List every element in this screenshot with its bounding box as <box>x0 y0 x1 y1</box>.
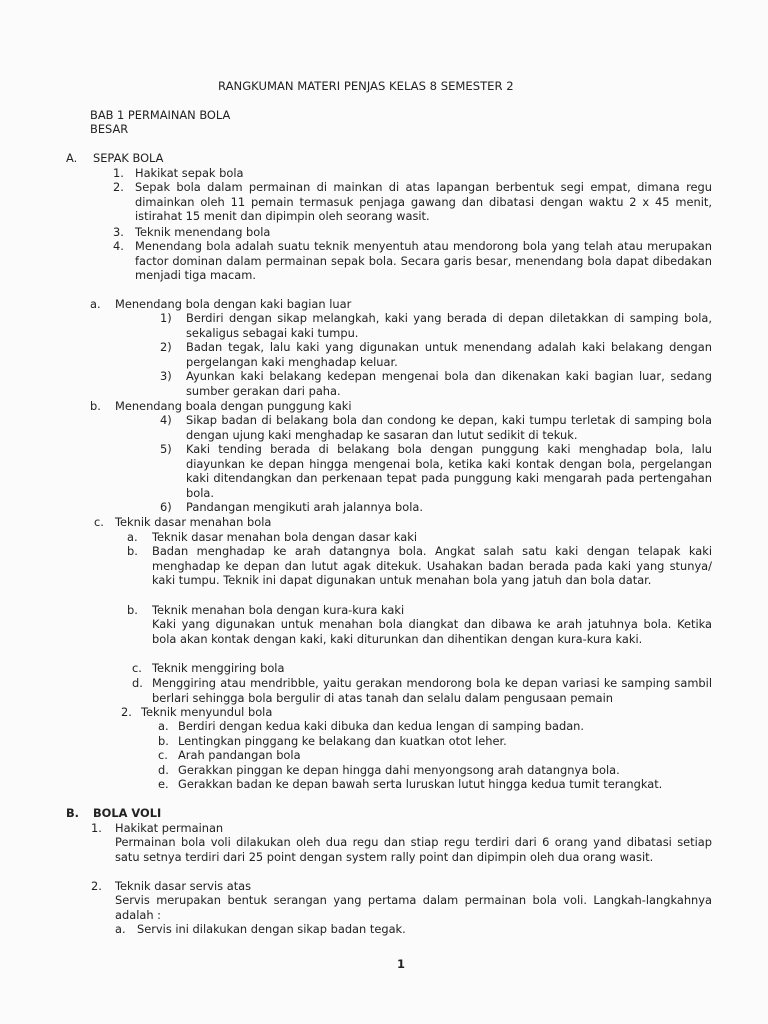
section-a-heading: SEPAK BOLA <box>93 151 164 165</box>
list-number: d. <box>158 763 169 777</box>
list-number: c. <box>158 748 168 762</box>
list-number: 4. <box>113 239 124 253</box>
list-item-text: Badan tegak, lalu kaki yang digunakan untuk menendang adalah kaki belakang dengan pergelangan kaki menghadap keluar. <box>186 340 712 369</box>
list-item-text: Lentingkan pinggang ke belakang dan kuatkan otot leher. <box>178 734 507 748</box>
list-number: 2. <box>113 180 124 194</box>
list-item-text: Gerakkan pinggan ke depan hingga dahi menyongsong arah datangnya bola. <box>178 763 620 777</box>
list-number: b. <box>158 734 169 748</box>
list-item-text: Teknik menahan bola dengan kura-kura kaki <box>152 603 405 617</box>
list-number: 4) <box>160 413 172 427</box>
list-number: b. <box>127 603 138 617</box>
list-number: a. <box>158 719 169 733</box>
list-item-text: Sikap badan di belakang bola dan condong ke depan, kaki tumpu terletak di samping bola dengan ujung kaki menghadap ke sasaran dan lutut sedikit di tekuk. <box>186 413 712 442</box>
list-item-text: Kaki tending berada di belakang bola dengan punggung kaki menghadap bola, lalu diayunkan ke depan hingga mengenai bola, ketika kaki kontak dengan bola, pergelangan kaki ditendangkan dan perkenaan tepat pada punggung kaki mengarah pada pertengahan bola. <box>186 442 712 501</box>
list-item-text: Teknik menggiring bola <box>152 661 285 675</box>
list-number: a. <box>115 922 126 936</box>
section-b-heading: BOLA VOLI <box>93 806 162 820</box>
list-heading: Hakikat permainan <box>115 821 224 835</box>
list-number: 2) <box>160 340 172 354</box>
list-item-text: Menendang bola adalah suatu teknik menyentuh atau mendorong bola yang telah atau merupakan factor dominan dalam permainan sepak bola. Secara garis besar, menendang bola dapat dibedakan menjadi tiga macam. <box>135 239 712 283</box>
list-item-text: Teknik dasar menahan bola dengan dasar kaki <box>152 530 418 544</box>
list-item-text: Permainan bola voli dilakukan oleh dua regu dan stiap regu terdiri dari 6 orang yand dibatasi setiap satu setnya terdiri dari 25 point dengan system rally point dan dipimpin oleh dua orang wasit. <box>115 835 712 864</box>
list-item-text: Badan menghadap ke arah datangnya bola. Angkat salah satu kaki dengan telapak kaki menghadap ke depan dan lutut agak ditekuk. Usahakan badan berada pada kaki yang stunya/ kaki tumpu. Teknik ini dapat digunakan untuk menahan bola yang jatuh dan bola datar. <box>152 544 712 588</box>
list-number: b. <box>127 544 138 558</box>
list-number: c. <box>132 661 142 675</box>
list-item-text: Berdiri dengan sikap melangkah, kaki yang berada di depan diletakkan di samping bola, sekaligus sebagai kaki tumpu. <box>186 311 712 340</box>
list-item-text: Teknik menendang bola <box>135 225 271 239</box>
list-number: a. <box>127 530 138 544</box>
section-b-letter: B. <box>66 806 80 820</box>
list-item-text: Kaki yang digunakan untuk menahan bola diangkat dan dibawa ke arah jatuhnya bola. Ketika bola akan kontak dengan kaki, kaki diturunkan dan dihentikan dengan kura-kura kaki. <box>152 617 712 646</box>
list-number: 3. <box>113 225 124 239</box>
list-item-text: Hakikat sepak bola <box>135 166 244 180</box>
list-item-text: Gerakkan badan ke depan bawah serta luruskan lutut hingga kedua tumit terangkat. <box>178 777 663 791</box>
subsection-letter: a. <box>90 297 101 311</box>
subsection-heading: Teknik dasar menahan bola <box>115 515 272 529</box>
list-number: 5) <box>160 442 172 456</box>
list-item-text: Menggiring atau mendribble, yaitu gerakan mendorong bola ke depan variasi ke samping sambil berlari sehingga bola bergulir di atas tanah dan selalu dalam pengusaan pemain <box>152 676 712 705</box>
section-a-letter: A. <box>66 151 78 165</box>
subsection-heading: Menendang bola dengan kaki bagian luar <box>115 297 352 311</box>
list-heading: Teknik dasar servis atas <box>115 879 252 893</box>
subsection-letter: b. <box>90 399 101 413</box>
list-item-text: Servis merupakan bentuk serangan yang pertama dalam permainan bola voli. Langkah-langkahnya adalah : <box>115 893 712 922</box>
list-heading: Teknik menyundul bola <box>141 705 273 719</box>
list-item-text: Arah pandangan bola <box>178 748 301 762</box>
subsection-heading: Menendang boala dengan punggung kaki <box>115 399 352 413</box>
list-number: 1) <box>160 311 172 325</box>
list-number: d. <box>132 676 143 690</box>
subsection-letter: c. <box>94 515 104 529</box>
chapter-title-line1: BAB 1 PERMAINAN BOLA <box>90 108 231 122</box>
chapter-title-line2: BESAR <box>90 122 129 136</box>
page-number: 1 <box>397 957 405 971</box>
list-number: e. <box>158 777 169 791</box>
list-item-text: Pandangan mengikuti arah jalannya bola. <box>186 500 423 514</box>
document-title: RANGKUMAN MATERI PENJAS KELAS 8 SEMESTER 2 <box>218 79 514 93</box>
list-number: 6) <box>160 500 172 514</box>
list-item-text: Sepak bola dalam permainan di mainkan di atas lapangan berbentuk segi empat, dimana regu dimainkan oleh 11 pemain termasuk penjaga gawang dan dibatasi dengan waktu 2 x 45 menit, istirahat 15 menit dan dipimpin oleh seorang wasit. <box>135 180 712 224</box>
list-item-text: Ayunkan kaki belakang kedepan mengenai bola dan dikenakan kaki bagian luar, sedang sumber gerakan dari paha. <box>186 369 712 398</box>
list-number: 1. <box>113 166 124 180</box>
list-number: 1. <box>91 821 102 835</box>
list-number: 2. <box>121 705 132 719</box>
list-item-text: Servis ini dilakukan dengan sikap badan tegak. <box>137 922 406 936</box>
list-item-text: Berdiri dengan kedua kaki dibuka dan kedua lengan di samping badan. <box>178 719 585 733</box>
list-number: 2. <box>91 879 102 893</box>
list-number: 3) <box>160 369 172 383</box>
